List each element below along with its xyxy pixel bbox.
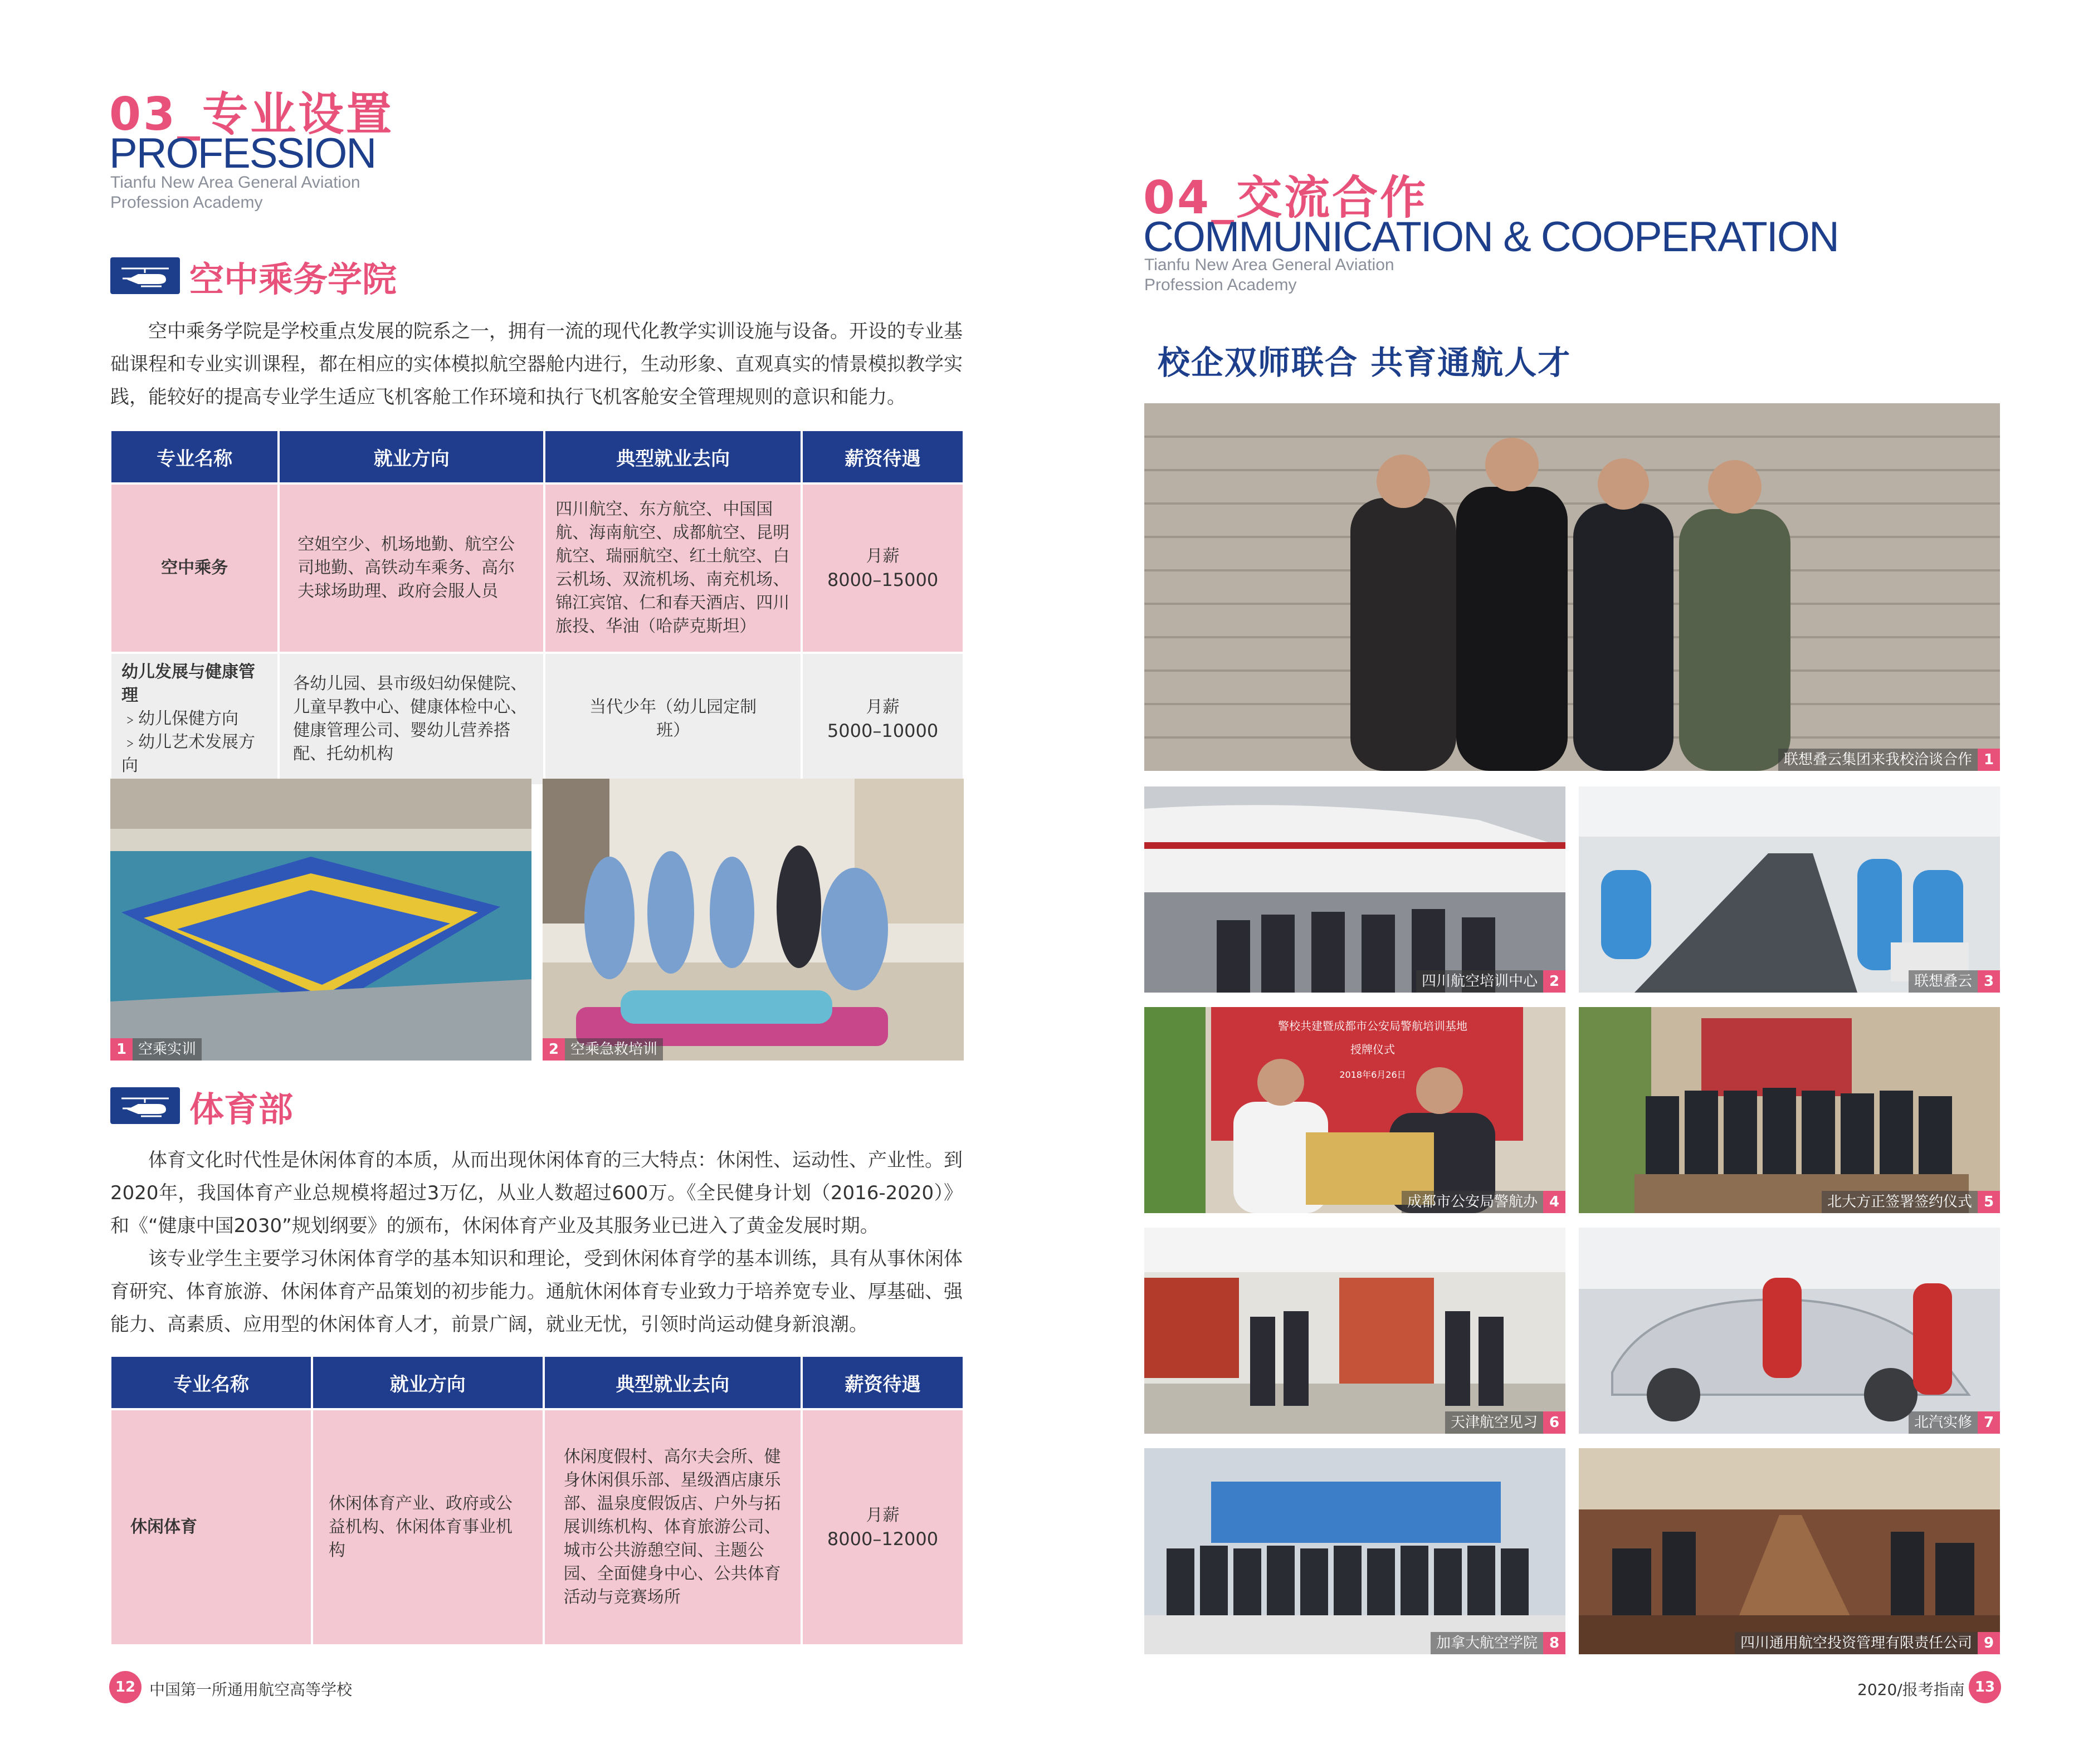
photo-caption	[1735, 1632, 2000, 1654]
major-name: 幼儿发展与健康管理	[121, 662, 255, 705]
cell-direction: 各幼儿园、县市级妇幼保健院、儿童早教中心、健康体检中心、健康管理公司、婴幼儿营养搭配、托幼机构	[280, 654, 543, 784]
photo-caption	[1416, 970, 1565, 993]
photo-founder-signing	[1579, 1007, 2000, 1213]
salary-range: 8000–12000	[827, 1528, 939, 1550]
dept-intro-paragraph	[110, 1144, 963, 1341]
photo-group-stairs	[1144, 403, 2000, 771]
photo-number: 2	[1543, 970, 1565, 993]
photo-caption-text: 成都市公安局警航办	[1402, 1191, 1543, 1213]
banner-date: 2018年6月26日	[1339, 1069, 1406, 1080]
photo-caption	[110, 1038, 202, 1061]
salary-label: 月薪	[866, 1506, 900, 1525]
banner-text	[1228, 1018, 1518, 1083]
major-table-cabin	[109, 429, 965, 786]
header-salary: 薪资待遇	[803, 1357, 963, 1408]
photo-caption	[1402, 1191, 1565, 1213]
section-subtitle	[1144, 255, 1394, 295]
table-row	[111, 485, 963, 652]
footer-school-name: 中国第一所通用航空高等学校	[149, 1680, 353, 1699]
photo-caption-text: 北汽实修	[1909, 1411, 1978, 1434]
photo-number: 8	[1543, 1632, 1565, 1654]
dept-title-cabin-crew: 空中乘务学院	[189, 259, 397, 300]
banner-line-1: 警校共建暨成都市公安局警航培训基地	[1278, 1019, 1467, 1033]
section-en-title: COMMUNICATION & COOPERATION	[1143, 213, 1838, 261]
cell-direction: 空姐空少、机场地勤、航空公司地勤、高铁动车乘务、高尔夫球场助理、政府会服人员	[280, 485, 543, 652]
banner-line-2: 授牌仪式	[1350, 1043, 1395, 1056]
intro-text: 空中乘务学院是学校重点发展的院系之一，拥有一流的现代化教学实训设施与设备。开设的专业基础课程和专业实训课程，都在相应的实体模拟航空器舱内进行，生动形象、直观真实的情景模拟教学实践，能较好的提高专业学生适应飞机客舱工作环境和执行飞机客舱安全管理规则的意识和能力。	[110, 320, 963, 408]
photo-first-aid-training	[543, 779, 964, 1061]
photo-lenovo-workshop	[1579, 786, 2000, 993]
photo-caption	[1778, 749, 2000, 771]
section-title-cooperation: 04_交流合作	[1143, 172, 1428, 224]
salary-range: 5000–10000	[827, 720, 939, 741]
major-table-sports	[109, 1355, 965, 1646]
table-header-row	[111, 431, 963, 482]
intro-text-2: 该专业学生主要学习休闲体育学的基本知识和理论，受到休闲体育学的基本训练，具有从事休闲体育研究、体育旅游、休闲体育产品策划的初步能力。通航休闲体育专业致力于培养宽专业、厚基础、强能力、高素质、应用型的休闲体育人才，前景广阔，就业无忧，引领时尚运动健身新浪潮。	[110, 1248, 963, 1336]
table-header-row	[111, 1357, 963, 1408]
cell-major: 空中乘务	[111, 485, 277, 652]
salary-label: 月薪	[866, 546, 900, 566]
salary-range: 8000–15000	[827, 569, 939, 590]
photo-caption	[543, 1038, 663, 1061]
header-destination: 典型就业去向	[545, 431, 801, 482]
footer-guide-label: 2020/报考指南	[1857, 1680, 1965, 1699]
photo-caption	[1445, 1411, 1565, 1434]
subtitle-line-2: Profession Academy	[110, 193, 263, 212]
photo-caption-text: 加拿大航空学院	[1431, 1632, 1543, 1654]
photo-number: 2	[543, 1038, 565, 1061]
photo-caption-text: 空乘实训	[133, 1038, 202, 1061]
photo-number: 4	[1543, 1191, 1565, 1213]
photo-number: 5	[1978, 1191, 2000, 1213]
header-salary: 薪资待遇	[803, 431, 963, 482]
cell-salary	[803, 654, 963, 784]
header-direction: 就业方向	[280, 431, 543, 482]
helicopter-icon	[110, 257, 180, 294]
major-sub-1: ﹥幼儿保健方向	[121, 709, 238, 729]
photo-caption	[1909, 970, 2000, 993]
photo-number: 1	[1978, 749, 2000, 771]
photo-caption	[1431, 1632, 1565, 1654]
photo-number: 6	[1543, 1411, 1565, 1434]
header-major: 专业名称	[111, 431, 277, 482]
photo-caption-text: 天津航空见习	[1445, 1411, 1543, 1434]
page-number-badge: 12	[109, 1671, 142, 1703]
header-major: 专业名称	[111, 1357, 311, 1408]
photo-number: 3	[1978, 970, 2000, 993]
subtitle-line-1: Tianfu New Area General Aviation	[110, 173, 360, 192]
section-en-title: PROFESSION	[109, 130, 376, 177]
page-number-badge: 13	[1969, 1671, 2001, 1703]
helicopter-icon	[110, 1087, 180, 1124]
photo-caption-text: 北大方正签署签约仪式	[1822, 1191, 1978, 1213]
cell-destination: 四川航空、东方航空、中国国航、海南航空、成都航空、昆明航空、瑞丽航空、红土航空、白云机场、双流机场、南充机场、锦江宾馆、仁和春天酒店、四川旅投、华油（哈萨克斯坦）	[545, 485, 801, 652]
photo-sichuan-general-aviation-meeting	[1579, 1448, 2000, 1654]
table-row	[111, 1410, 963, 1644]
subtitle-line-1: Tianfu New Area General Aviation	[1144, 256, 1394, 274]
photo-caption	[1909, 1411, 2000, 1434]
cell-major	[111, 654, 277, 784]
photo-tianjin-airlines	[1144, 1228, 1565, 1434]
photo-caption-text: 四川通用航空投资管理有限责任公司	[1735, 1632, 1978, 1654]
section-subtitle	[110, 173, 360, 213]
cell-major: 休闲体育	[111, 1410, 311, 1644]
photo-sichuan-airlines-training	[1144, 786, 1565, 993]
cell-salary	[803, 1410, 963, 1644]
header-destination: 典型就业去向	[545, 1357, 801, 1408]
cell-direction: 休闲体育产业、政府或公益机构、休闲体育事业机构	[313, 1410, 543, 1644]
photo-number: 1	[110, 1038, 133, 1061]
header-direction: 就业方向	[313, 1357, 543, 1408]
table-row	[111, 654, 963, 784]
intro-text-1: 体育文化时代性是休闲体育的本质，从而出现休闲体育的三大特点：休闲性、运动性、产业性。到2020年，我国体育产业总规模将超过3万亿，从业人数超过600万。《全民健身计划（2016-2020）》和《“健康中国2030”规划纲要》的颁布，休闲体育产业及其服务业已进入了黄金发展时期。	[110, 1149, 963, 1237]
photo-caption-text: 四川航空培训中心	[1416, 970, 1543, 993]
cooperation-subheading: 校企双师联合 共育通航人才	[1158, 344, 1572, 382]
photo-canada-aviation	[1144, 1448, 1565, 1654]
photo-caption-text: 空乘急救培训	[565, 1038, 663, 1061]
photo-number: 9	[1978, 1632, 2000, 1654]
major-sub-2: ﹥幼儿艺术发展方向	[121, 732, 255, 775]
section-title-profession: 03_专业设置	[109, 88, 394, 141]
subtitle-line-2: Profession Academy	[1144, 276, 1297, 294]
cell-destination: 休闲度假村、高尔夫会所、健身休闲俱乐部、星级酒店康乐部、温泉度假饭店、户外与拓展训练机构、体育旅游公司、城市公共游憩空间、主题公园、全面健身中心、公共体育活动与竞赛场所	[545, 1410, 801, 1644]
photo-police-aviation-ceremony	[1144, 1007, 1565, 1213]
photo-pool-training	[110, 779, 531, 1061]
photo-number: 7	[1978, 1411, 2000, 1434]
cell-destination: 当代少年（幼儿园定制班）	[545, 654, 801, 784]
salary-label: 月薪	[866, 697, 900, 717]
dept-title-sports: 体育部	[189, 1089, 294, 1130]
photo-caption	[1822, 1191, 2000, 1213]
dept-intro-paragraph	[110, 315, 963, 414]
photo-baic-repair	[1579, 1228, 2000, 1434]
photo-caption-text: 联想叠云	[1909, 970, 1978, 993]
photo-caption-text: 联想叠云集团来我校洽谈合作	[1778, 749, 1978, 771]
cell-salary	[803, 485, 963, 652]
